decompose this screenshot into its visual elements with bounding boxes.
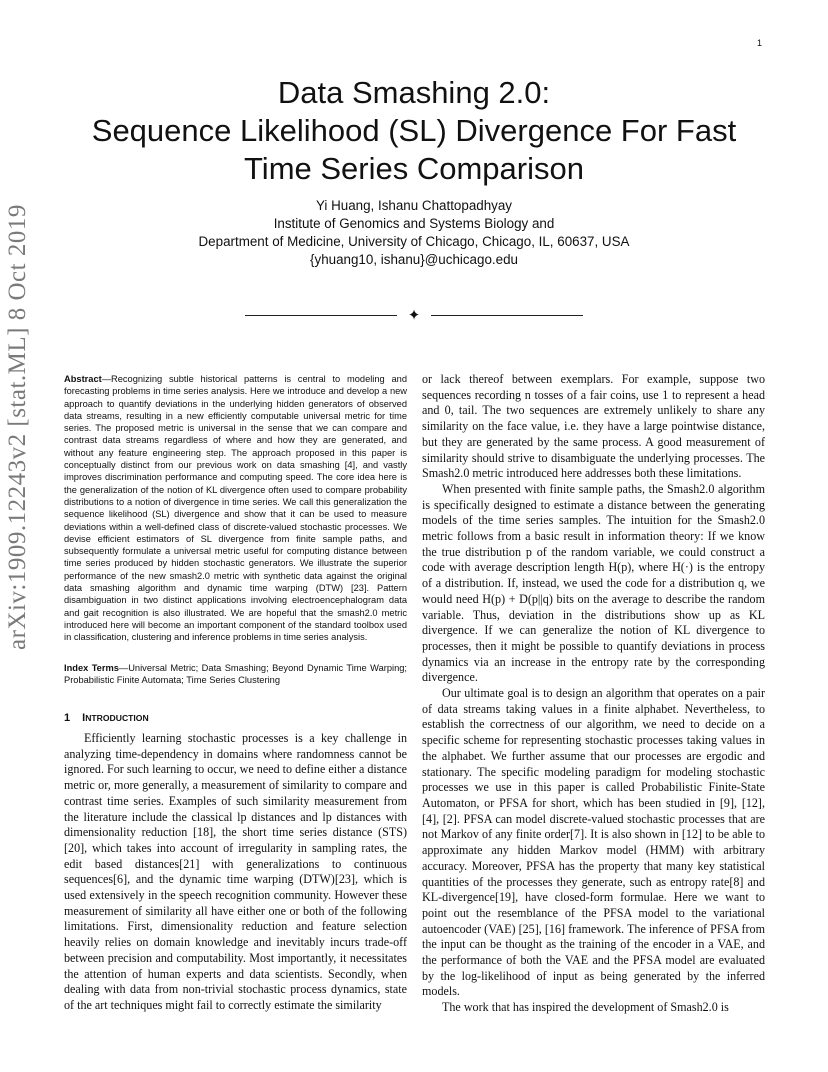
abstract-heading: Abstract — [64, 374, 102, 384]
arxiv-identifier-text: arXiv:1909.12243v2 [stat.ML] 8 Oct 2019 — [4, 204, 31, 650]
divider-star-icon: ✦ — [407, 306, 421, 324]
right-column-body — [422, 372, 765, 1016]
author-block — [60, 197, 768, 269]
left-column-body — [64, 731, 407, 1014]
title-divider — [245, 308, 583, 322]
paragraph: Efficiently learning stochastic processes is a key challenge in analyzing time-dependency in domains where randomness cannot be ignored. For such learning to occur, we need to define either a distance metric or, more generally, a measurement of similarity to compare and contrast time series. Examples of such similarity measurement from the literature include the classical lp distances and lp distances with dimensionality reduction [18], the short time series distance (STS)[20], which takes into account of irregularity in sampling rates, the edit based distances[21] with generalizations to continuous sequences[6], and the dynamic time warping (DTW)[23], which is used extensively in the speech recognition community. However these measurement of similarity all have either one or both of the following limitations. First, dimensionality reduction and feature selection heavily relies on domain knowledge and inevitably incurs trade-off between precision and computability. Most importantly, it necessitates the attention of human experts and data scientists. Secondly, when dealing with data from non-trivial stochastic process dynamics, state of the art techniques might fail to correctly estimate the similarity — [64, 731, 407, 1012]
section-heading — [64, 712, 407, 724]
paragraph: The work that has inspired the development of Smash2.0 is — [442, 1000, 729, 1015]
section-title-rest: NTRODUCTION — [85, 713, 149, 723]
title-line: Data Smashing 2.0: — [277, 75, 551, 110]
page-number: 1 — [756, 38, 762, 48]
index-terms-heading: Index Terms — [64, 663, 119, 673]
affiliation-line: Institute of Genomics and Systems Biology and — [273, 216, 555, 231]
paper-title — [60, 74, 768, 187]
index-terms-text: —Universal Metric; Data Smashing; Beyond Dynamic Time Warping; Probabilistic Finite Automata; Time Series Clustering — [64, 663, 407, 686]
title-line: Sequence Likelihood (SL) Divergence For Fast — [91, 112, 737, 148]
abstract-text: —Recognizing subtle historical patterns is central to modeling and forecasting problems in time series analysis. Here we introduce and develop a new approach to quantify deviations in the underlying hidden generators of observed data streams, resulting in a new efficiently computable universal metric for time series. The proposed metric is universal in the sense that we can compare and contrast data streams regardless of where and how they are generated, and without any feature engineering step. The approach proposed in this paper is conceptually distinct from our previous work on data smashing [4], and vastly improves discrimination performance and computing speed. The core idea here is the generalization of the notion of KL divergence often used to compare probability distributions to a notion of divergence in time series. We call this generalization the sequence likelihood (SL) divergence and show that it can be used to measure deviations within a well-defined class of discrete-valued stochastic processes. We devise efficient estimators of SL divergence from finite sample paths, and subsequently formulate a universal metric useful for computing distance between time series produced by hidden stochastic generators. We illustrate the superior performance of the new smash2.0 metric with synthetic data against the original data smashing algorithm and dynamic time warping (DTW) [23]. Pattern disambiguation in two distinct applications involving electroencephalogram data and gait recognition is also illustrated. We are hopeful that the smash2.0 metric introduced here will become an important component of the standard toolbox used in classification, clustering and inference problems in time series analysis. — [64, 374, 407, 643]
section-title-initial: I — [82, 712, 86, 724]
section-number: 1 — [64, 712, 71, 724]
paragraph: Our ultimate goal is to design an algorithm that operates on a pair of data streams taking values in a finite alphabet. Nevertheless, to establish the correctness of our algorithm, we need to decide on a specific scheme for representing stochastic processes taking values in the alphabet. We further assume that our processes are ergodic and stationary. The specific modeling paradigm for modeling stochastic processes we use in this paper is called Probabilistic Finite-State Automaton, or PFSA for short, which has been studied in [9], [12], [4], [2]. PFSA can model discrete-valued stochastic processes that are not Markov of any finite order[7]. It is also shown in [12] to be able to approximate any hidden Markov model (HMM) with arbitrary accuracy. Moreover, PFSA has the property that many key statistical quantities of the processes they generate, such as entropy rate[8] and KL-divergence[19], have closed-form formulae. Here we want to point out the resemblance of the PFSA model to the variational autoencoder (VAE) [25], [16] framework. The inference of PFSA from the input can be thought as the training of the encoder in a VAE, and the performance of both the VAE and the PFSA model are evaluated by the log-likelihood of input as being generated by the inferred models. — [422, 686, 765, 999]
author-names: Yi Huang, Ishanu Chattopadhyay — [315, 198, 513, 213]
affiliation-line: Department of Medicine, University of Chicago, Chicago, IL, 60637, USA — [198, 234, 630, 249]
index-terms — [64, 662, 407, 687]
author-emails: {yhuang10, ishanu}@uchicago.edu — [310, 252, 518, 267]
title-line: Time Series Comparison — [244, 150, 584, 186]
divider-line-left — [245, 315, 397, 316]
abstract — [64, 373, 407, 644]
divider-line-right — [431, 315, 583, 316]
paragraph: When presented with finite sample paths, the Smash2.0 algorithm is specifically designed to estimate a distance between the generating models of the time series samples. The intuition for the Smash2.0 metric follows from a basic result in information theory: If we know the true distribution p of the random variable, we could construct a code with average description length H(p), where H(·) is the entropy of a distribution. If, instead, we used the code for a distribution q, we would need H(p) + D(p||q) bits on the average to describe the random variable. Thus, deviation in the distributions show up as KL divergence. If we can generalize the notion of KL divergence to processes, then it might be possible to quantify deviations in process dynamics via an increase in the entropy rate by the corresponding divergence. — [422, 481, 765, 685]
paragraph: or lack thereof between exemplars. For example, suppose two sequences recording n tosses of a fair coins, use 1 to represent a head and 0, tail. The two sequences are extremely unlikely to share any similarity on the face value, i.e. they have a large pointwise distance, but they are generated by the same process. A good measurement of similarity should strive to disambiguate the underlying processes. The Smash2.0 metric introduced here addresses both these limitations. — [422, 372, 765, 481]
